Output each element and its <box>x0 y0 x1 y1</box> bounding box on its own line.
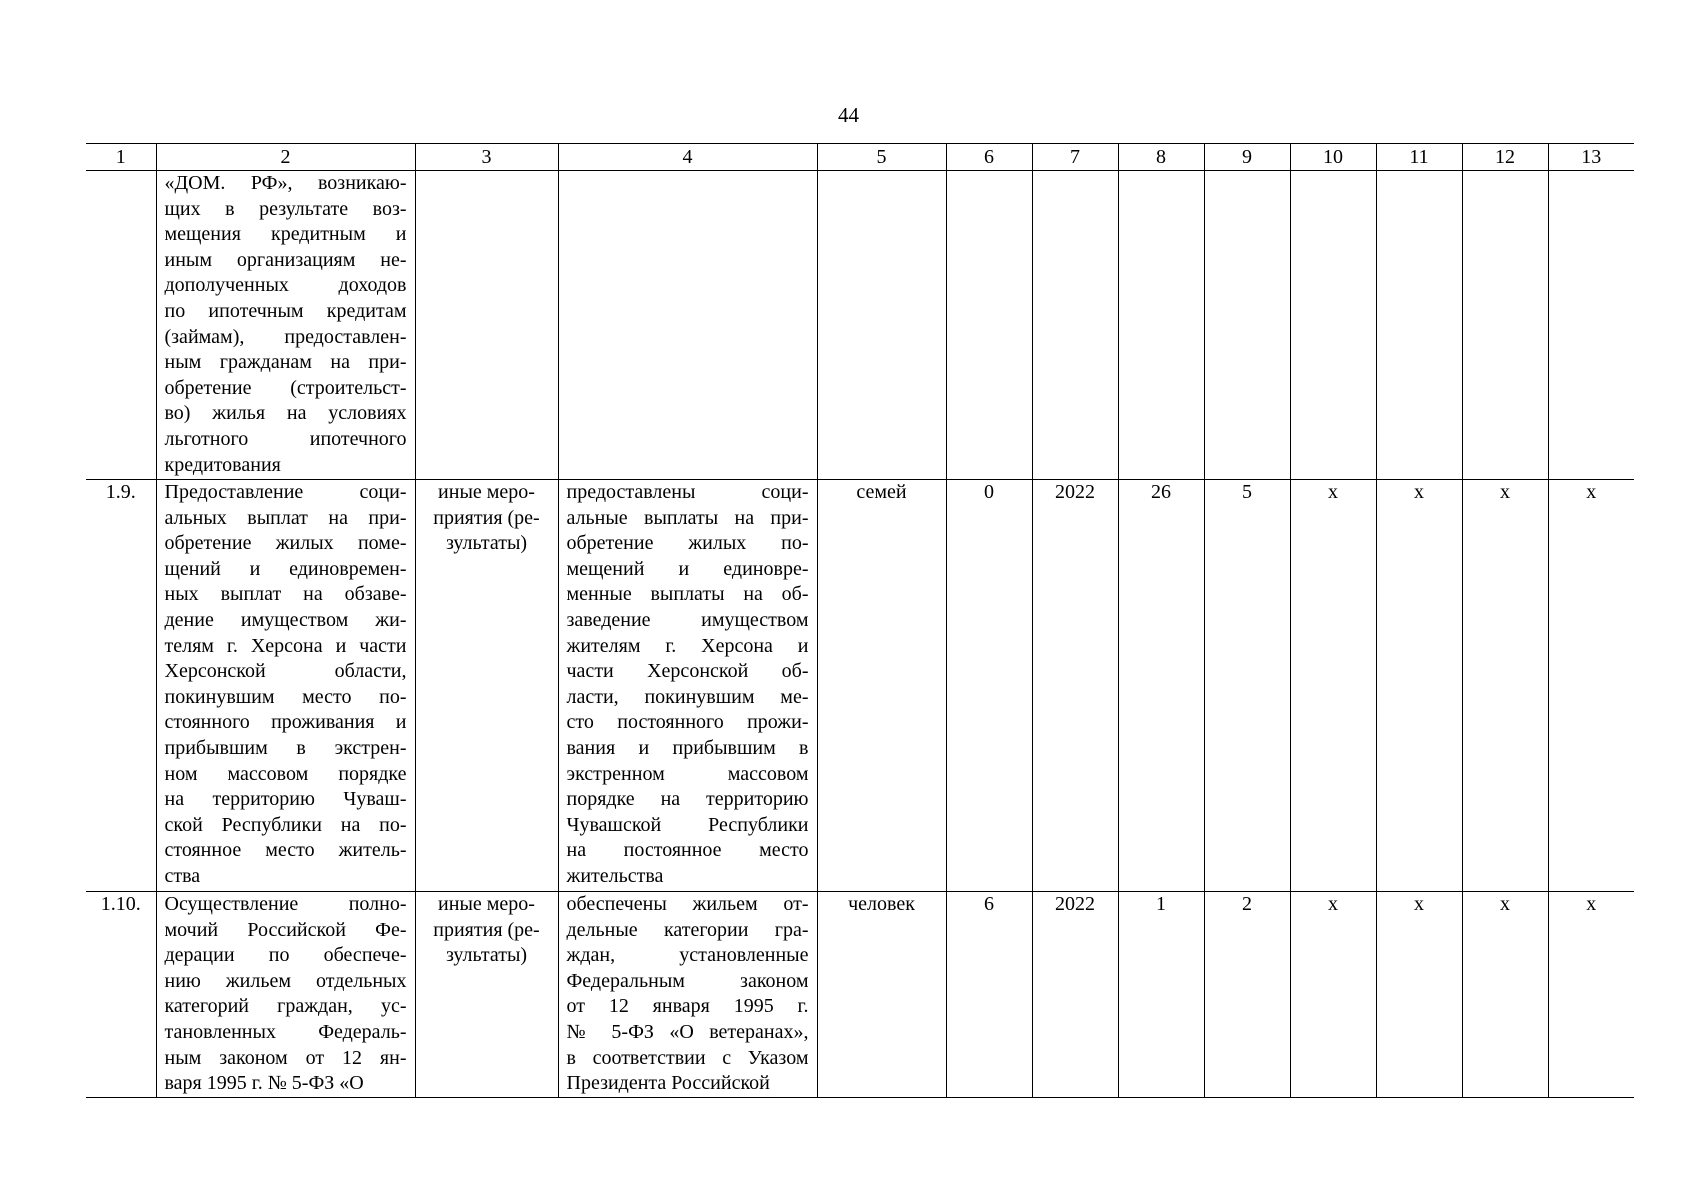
cell-text-line: ных выплат на обзаве- <box>164 583 407 606</box>
cell-text-line: Президента Российской <box>566 1072 770 1095</box>
value-cell: 2022 <box>1032 480 1118 892</box>
column-number: 6 <box>946 144 1032 171</box>
row-number-cell: 1.10. <box>86 892 156 1098</box>
cell-text-line: ным гражданам на при- <box>164 351 407 374</box>
value-cell: 2 <box>1204 892 1290 1098</box>
cell-text-line: от 12 января 1995 г. <box>566 995 809 1018</box>
cell-text-line: Херсонской области, <box>164 660 407 683</box>
cell-text-line: альных выплат на при- <box>164 506 407 529</box>
cell-text-line: ждан, установленные <box>566 944 809 967</box>
value-cell: 1 <box>1118 892 1204 1098</box>
cell-text-line: вания и прибывшим в <box>566 736 809 759</box>
cell-text-line: ласти, покинувшим ме- <box>566 685 809 708</box>
value-cell <box>1118 171 1204 480</box>
cell-text-line: дение имуществом жи- <box>164 608 407 631</box>
value-cell: х <box>1462 892 1548 1098</box>
cell-text-line: нию жильем отдельных <box>164 969 407 992</box>
value-cell <box>1376 171 1462 480</box>
value-cell <box>1462 171 1548 480</box>
column-number: 7 <box>1032 144 1118 171</box>
cell-text-line: иные меро- <box>438 893 535 915</box>
cell-text-line: обеспечены жильем от- <box>566 893 809 915</box>
cell-text-line: «ДОМ. РФ», возникаю- <box>164 172 407 194</box>
page-number: 44 <box>838 103 859 127</box>
table-row <box>86 171 1634 480</box>
value-cell: 6 <box>946 892 1032 1098</box>
cell-text-line: Осуществление полно- <box>164 893 407 915</box>
measure-type-cell <box>415 171 558 480</box>
cell-text-line: сто постоянного прожи- <box>566 711 809 734</box>
cell-text-line: иные меро- <box>438 481 535 503</box>
cell-text-line: заведение имуществом <box>566 608 809 631</box>
cell-text-line: тановленных Федераль- <box>164 1020 407 1043</box>
cell-text-line: Федеральным законом <box>566 969 809 992</box>
table-row <box>86 892 1634 1098</box>
cell-text-line: на территорию Чуваш- <box>164 788 407 811</box>
cell-text-line: зультаты) <box>445 944 528 967</box>
value-cell: х <box>1462 480 1548 892</box>
cell-text-line: ным законом от 12 ян- <box>164 1046 407 1069</box>
cell-text-line: части Херсонской об- <box>566 660 809 683</box>
value-cell: х <box>1290 892 1376 1098</box>
cell-text-line: Чувашской Республики <box>566 813 809 836</box>
value-cell: 0 <box>946 480 1032 892</box>
measure-type-cell <box>415 480 558 892</box>
cell-text-line: Предоставление соци- <box>164 481 407 503</box>
result-description-cell <box>558 892 817 1098</box>
unit-cell: семей <box>817 480 946 892</box>
column-number-row <box>86 144 1634 171</box>
indicators-table <box>86 143 1634 1098</box>
column-number: 8 <box>1118 144 1204 171</box>
unit-cell: человек <box>817 892 946 1098</box>
cell-text-line: стоянное место житель- <box>164 839 407 862</box>
value-cell: х <box>1548 892 1634 1098</box>
cell-text-line: дельные категории гра- <box>566 918 809 941</box>
cell-text-line: стоянного проживания и <box>164 711 407 734</box>
table-row <box>86 480 1634 892</box>
cell-text-line: иным организациям не- <box>164 248 407 271</box>
column-number: 10 <box>1290 144 1376 171</box>
cell-text-line: телям г. Херсона и части <box>164 634 407 657</box>
cell-text-line: обретение жилых по- <box>566 532 809 555</box>
column-number: 2 <box>156 144 415 171</box>
cell-text-line: зультаты) <box>445 532 528 555</box>
cell-text-line: приятия (ре- <box>433 918 540 941</box>
cell-text-line: кредитования <box>164 453 281 476</box>
cell-text-line: прибывшим в экстрен- <box>164 736 407 759</box>
value-cell: 26 <box>1118 480 1204 892</box>
cell-text-line: покинувшим место по- <box>164 685 407 708</box>
cell-text-line: мочий Российской Фе- <box>164 918 407 941</box>
cell-text-line: в соответствии с Указом <box>566 1046 809 1069</box>
cell-text-line: на постоянное место <box>566 839 809 862</box>
measure-name-cell <box>156 480 415 892</box>
column-number: 9 <box>1204 144 1290 171</box>
value-cell: х <box>1376 480 1462 892</box>
result-description-cell <box>558 171 817 480</box>
value-cell: х <box>1548 480 1634 892</box>
cell-text-line: менные выплаты на об- <box>566 583 809 606</box>
cell-text-line: предоставлены соци- <box>566 481 809 503</box>
measure-type-cell <box>415 892 558 1098</box>
cell-text-line: приятия (ре- <box>433 506 540 529</box>
cell-text-line: ном массовом порядке <box>164 762 407 785</box>
cell-text-line: по ипотечным кредитам <box>164 299 407 322</box>
cell-text-line: ской Республики на по- <box>164 813 407 836</box>
value-cell <box>1290 171 1376 480</box>
cell-text-line: категорий граждан, ус- <box>164 995 407 1018</box>
result-description-cell <box>558 480 817 892</box>
cell-text-line: жительства <box>566 864 664 887</box>
cell-text-line: льготного ипотечного <box>164 427 407 450</box>
cell-text-line: обретение (строительст- <box>164 376 407 399</box>
measure-name-cell <box>156 892 415 1098</box>
cell-text-line: дерации по обеспече- <box>164 944 407 967</box>
unit-cell <box>817 171 946 480</box>
column-number: 5 <box>817 144 946 171</box>
cell-text-line: ства <box>164 864 201 887</box>
value-cell: х <box>1290 480 1376 892</box>
value-cell <box>1032 171 1118 480</box>
cell-text-line: мещения кредитным и <box>164 223 407 246</box>
column-number: 4 <box>558 144 817 171</box>
value-cell <box>1548 171 1634 480</box>
value-cell <box>1204 171 1290 480</box>
cell-text-line: жителям г. Херсона и <box>566 634 809 657</box>
column-number: 11 <box>1376 144 1462 171</box>
row-number-cell: 1.9. <box>86 480 156 892</box>
column-number: 13 <box>1548 144 1634 171</box>
value-cell: х <box>1376 892 1462 1098</box>
cell-text-line: альные выплаты на при- <box>566 506 809 529</box>
column-number: 12 <box>1462 144 1548 171</box>
cell-text-line: щих в результате воз- <box>164 197 407 220</box>
cell-text-line: экстренном массовом <box>566 762 809 785</box>
value-cell: 2022 <box>1032 892 1118 1098</box>
cell-text-line: (займам), предоставлен- <box>164 325 407 348</box>
cell-text-line: варя 1995 г. № 5-ФЗ «О <box>164 1072 364 1095</box>
row-number-cell <box>86 171 156 480</box>
column-number: 3 <box>415 144 558 171</box>
cell-text-line: обретение жилых поме- <box>164 532 407 555</box>
cell-text-line: № 5-ФЗ «О ветеранах», <box>566 1020 809 1043</box>
cell-text-line: дополученных доходов <box>164 274 407 297</box>
measure-name-cell <box>156 171 415 480</box>
column-number: 1 <box>86 144 156 171</box>
value-cell <box>946 171 1032 480</box>
cell-text-line: мещений и единовре- <box>566 557 809 580</box>
cell-text-line: порядке на территорию <box>566 788 809 811</box>
cell-text-line: во) жилья на условиях <box>164 402 407 425</box>
value-cell: 5 <box>1204 480 1290 892</box>
cell-text-line: щений и единовремен- <box>164 557 407 580</box>
